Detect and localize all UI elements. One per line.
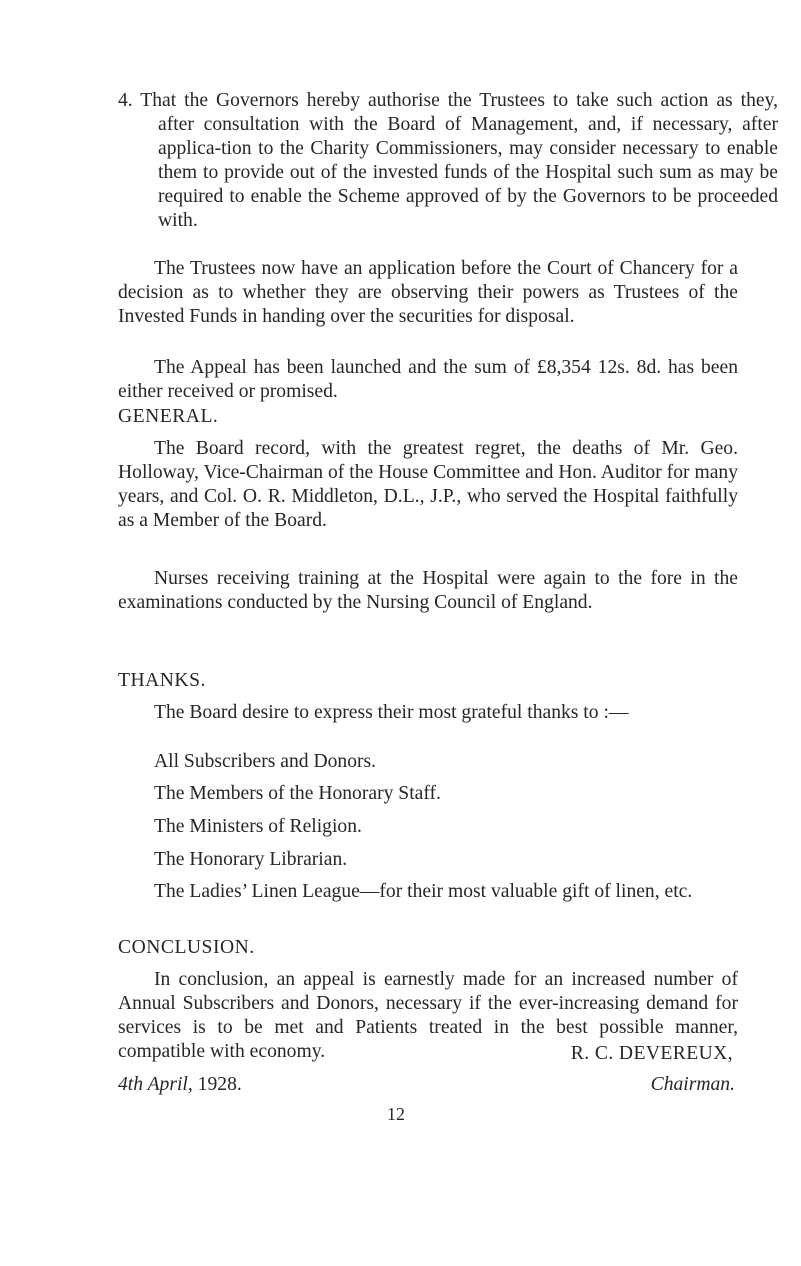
signatory-title: Chairman. [650,1074,735,1095]
appeal-paragraph: The Appeal has been launched and the sum of £8,354 12s. 8d. has been either received or promised. [118,357,738,402]
resolution-item-4: 4. That the Governors hereby authorise the Trustees to take such action as they, after consultation with the Board of Management, and, if necessary, after applica-tion to the Charity Commissioners, may consider necessary to enable them to provide out of the invested funds of the Hospital such sum as may be required to enable the Scheme approved of by the Governors to be proceeded with. [118,90,778,231]
section-heading-thanks: THANKS. [118,670,206,691]
section-heading-conclusion: CONCLUSION. [118,937,255,958]
date-year: 1928. [197,1074,242,1095]
thanks-list-item: The Members of the Honorary Staff. [154,783,441,804]
thanks-list-item: All Subscribers and Donors. [154,751,377,772]
thanks-list-item: The Ladies’ Linen League—for their most valuable gift of linen, etc. [154,881,693,902]
general-paragraph-nurses: Nurses receiving training at the Hospital were again to the fore in the examinations conducted by the Nursing Council of England. [118,568,738,613]
general-paragraph-deaths: The Board record, with the greatest regret, the deaths of Mr. Geo. Holloway, Vice-Chairman of the House Committee and Hon. Auditor for many years, and Col. O. R. Middleton, D.L., J.P., who served the Hospital faithfully as a Member of the Board. [118,438,738,531]
section-heading-general: GENERAL. [118,406,219,427]
thanks-list-item: The Honorary Librarian. [154,849,348,870]
thanks-list-item: The Ministers of Religion. [154,816,362,837]
document-date [118,1073,242,1097]
date-day: 4th April, [118,1074,193,1095]
page-number: 12 [387,1104,405,1124]
thanks-intro: The Board desire to express their most grateful thanks to :— [154,702,629,723]
signatory-name: R. C. DEVEREUX, [570,1043,733,1064]
conclusion-paragraph: In conclusion, an appeal is earnestly made for an increased number of Annual Subscribers and Donors, necessary if the ever-increasing demand for services is to be met and Patients treated in the best possible manner, compatible with economy. [118,969,738,1062]
trustees-paragraph: The Trustees now have an application before the Court of Chancery for a decision as to whether they are observing their powers as Trustees of the Invested Funds in handing over the securities for disposal. [118,258,738,327]
